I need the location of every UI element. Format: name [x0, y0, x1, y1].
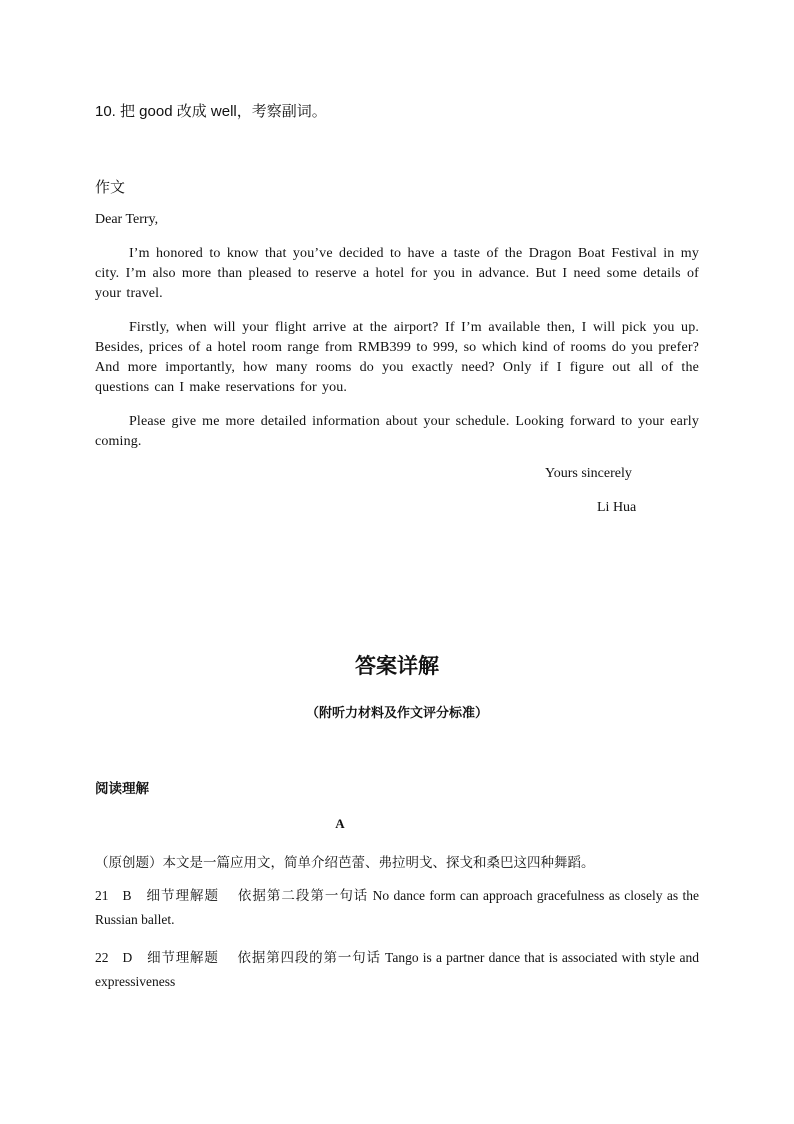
question-type: 细节理解题 [146, 950, 219, 965]
letter-closing: Yours sincerely [545, 466, 632, 481]
answer-21 [95, 884, 699, 932]
answer-basis: 依据第二段第一句话 No dance form can approach gracefulness as closely as the Russian ballet. [95, 888, 699, 927]
question-10-answer: 10. 把 good 改成 well，考察副词。 [95, 103, 327, 120]
section-letter: A [335, 816, 345, 831]
letter-paragraph-1: I’m honored to know that you’ve decided to have a taste of the Dragon Boat Festival in my city. I’m also more than pleased to reserve a hotel for you in advance. But I need some details of your travel. [95, 246, 699, 301]
reading-comprehension-heading: 阅读理解 [95, 781, 149, 796]
answer-number: 22 [95, 950, 109, 965]
answer-basis: 依据第四段的第一句话 Tango is a partner dance that is associated with style and expressiveness [95, 950, 699, 989]
letter-paragraph-2: Firstly, when will your flight arrive at the airport? If I’m available then, I will pick you up. Besides, prices of a hotel room range from RMB399 to 999, so which kind of rooms do you prefer? And more importantly, how many rooms do you exactly need? Only if I figure out all of the questions can I make reservations for you. [95, 320, 699, 395]
answer-choice: B [122, 888, 132, 903]
answer-section-title: 答案详解 [355, 655, 439, 678]
answer-choice: D [122, 950, 133, 965]
letter-paragraph-3: Please give me more detailed information about your schedule. Looking forward to your early coming. [95, 414, 699, 449]
composition-heading: 作文 [95, 179, 126, 196]
letter-signature: Li Hua [597, 500, 637, 515]
letter-salutation: Dear Terry, [95, 212, 159, 227]
answer-section-subtitle: （附听力材料及作文评分标准） [305, 705, 488, 720]
passage-intro: （原创题）本文是一篇应用文，简单介绍芭蕾、弗拉明戈、探戈和桑巴这四种舞蹈。 [95, 855, 595, 870]
answer-number: 21 [95, 888, 109, 903]
question-type: 细节理解题 [145, 888, 219, 903]
answer-22 [95, 946, 699, 994]
